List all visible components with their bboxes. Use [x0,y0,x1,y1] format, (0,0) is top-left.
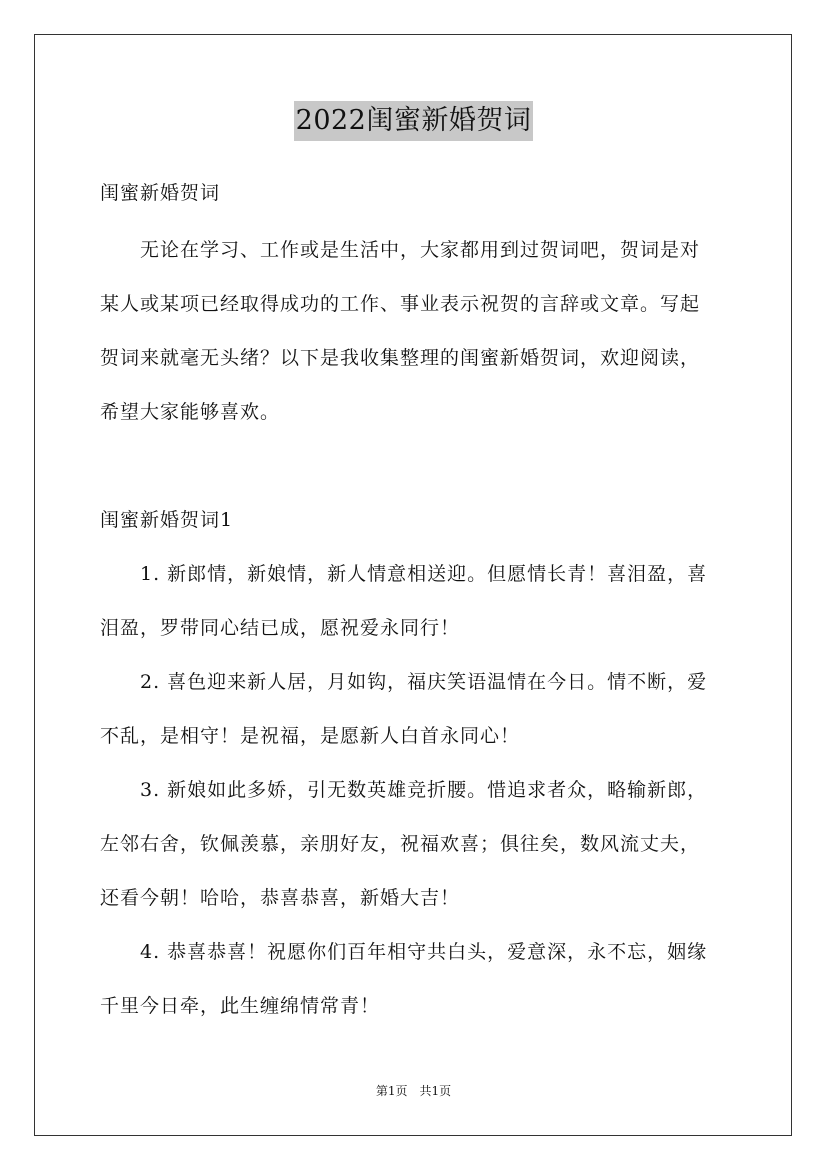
intro-line: 贺词来就毫无头绪？以下是我收集整理的闺蜜新婚贺词，欢迎阅读， [100,347,701,369]
item-line: 千里今日牵，此生缠绵情常青！ [100,995,381,1017]
section-heading: 闺蜜新婚贺词1 [100,509,234,531]
subtitle: 闺蜜新婚贺词 [100,182,221,204]
intro-line: 某人或某项已经取得成功的工作、事业表示祝贺的言辞或文章。写起 [100,293,701,315]
item-line: 1. 新郎情，新娘情，新人情意相送迎。但愿情长青！喜泪盈，喜 [100,563,708,585]
intro-line: 无论在学习、工作或是生活中，大家都用到过贺词吧，贺词是对 [100,239,701,261]
title-container [0,101,827,141]
item-line: 还看今朝！哈哈，恭喜恭喜，新婚大吉！ [100,887,461,909]
item-line: 2. 喜色迎来新人居，月如钩，福庆笑语温情在今日。情不断，爱 [100,671,708,693]
item-line: 泪盈，罗带同心结已成，愿祝爱永同行！ [100,617,461,639]
document-title: 2022闺蜜新婚贺词 [294,101,534,141]
item-line: 4. 恭喜恭喜！祝愿你们百年相守共白头，爱意深，永不忘，姻缘 [100,941,708,963]
item-line: 不乱，是相守！是祝福，是愿新人白首永同心！ [100,725,521,747]
item-line: 左邻右舍，钦佩羡慕，亲朋好友，祝福欢喜；俱往矣，数风流丈夫， [100,833,701,855]
item-line: 3. 新娘如此多娇，引无数英雄竞折腰。惜追求者众，略输新郎， [100,779,708,801]
page-footer: 第1页 共1页 [375,1084,452,1098]
intro-line: 希望大家能够喜欢。 [100,401,281,423]
